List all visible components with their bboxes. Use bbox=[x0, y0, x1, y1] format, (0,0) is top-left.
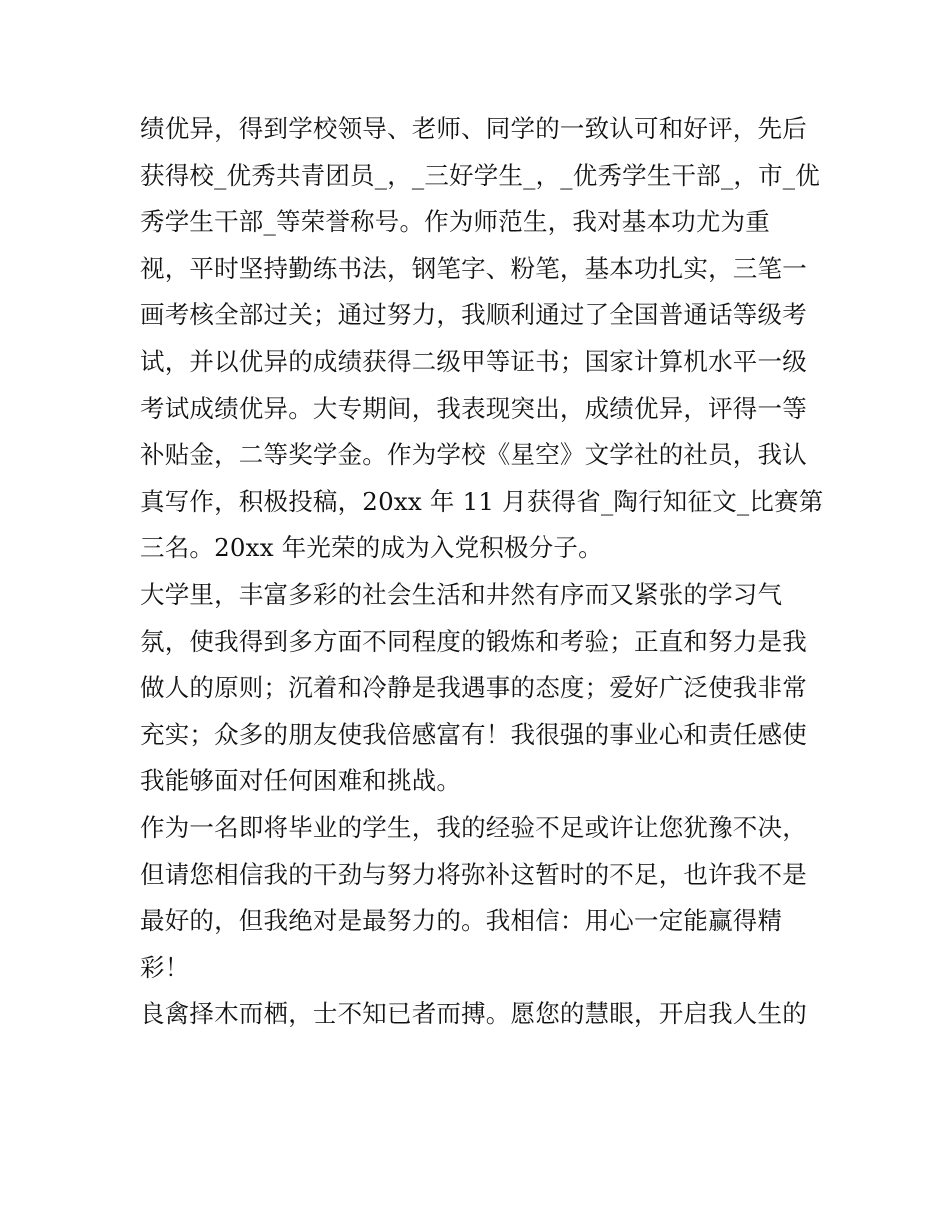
text-line: 视，平时坚持勤练书法，钢笔字、粉笔，基本功扎实，三笔一 bbox=[140, 253, 807, 283]
text-line: 良禽择木而栖，士不知已者而搏。愿您的慧眼，开启我人生的 bbox=[140, 999, 807, 1029]
text-line: 但请您相信我的干劲与努力将弥补这暂时的不足，也许我不是 bbox=[140, 859, 807, 889]
text-line: 获得校_优秀共青团员_，_三好学生_，_优秀学生干部_，市_优 bbox=[140, 160, 820, 190]
text-line: 真写作，积极投稿，20xx 年 11 月获得省_陶行知征文_比赛第 bbox=[140, 486, 824, 516]
text-line: 绩优异，得到学校领导、老师、同学的一致认可和好评，先后 bbox=[140, 114, 807, 143]
text-line: 秀学生干部_等荣誉称号。作为师范生，我对基本功尤为重 bbox=[140, 207, 770, 237]
text-line: 做人的原则；沉着和冷静是我遇事的态度；爱好广泛使我非常 bbox=[140, 673, 807, 703]
text-line: 作为一名即将毕业的学生，我的经验不足或许让您犹豫不决， bbox=[140, 812, 807, 842]
text-line: 彩！ bbox=[140, 952, 190, 982]
text-line: 三名。20xx 年光荣的成为入党积极分子。 bbox=[140, 533, 603, 563]
text-line: 我能够面对任何困难和挑战。 bbox=[140, 766, 462, 796]
text-line: 画考核全部过关；通过努力，我顺利通过了全国普通话等级考 bbox=[140, 300, 807, 330]
text-line: 最好的，但我绝对是最努力的。我相信：用心一定能赢得精 bbox=[140, 906, 783, 936]
text-line: 试，并以优异的成绩获得二级甲等证书；国家计算机水平一级 bbox=[140, 346, 807, 376]
document-body bbox=[140, 106, 830, 1038]
text-line: 大学里，丰富多彩的社会生活和井然有序而又紧张的学习气 bbox=[140, 579, 783, 609]
text-line: 充实；众多的朋友使我倍感富有！我很强的事业心和责任感使 bbox=[140, 719, 807, 749]
text-line: 补贴金，二等奖学金。作为学校《星空》文学社的社员，我认 bbox=[140, 440, 807, 470]
text-line: 氛，使我得到多方面不同程度的锻炼和考验；正直和努力是我 bbox=[140, 626, 807, 656]
text-line: 考试成绩优异。大专期间，我表现突出，成绩优异，评得一等 bbox=[140, 393, 807, 423]
